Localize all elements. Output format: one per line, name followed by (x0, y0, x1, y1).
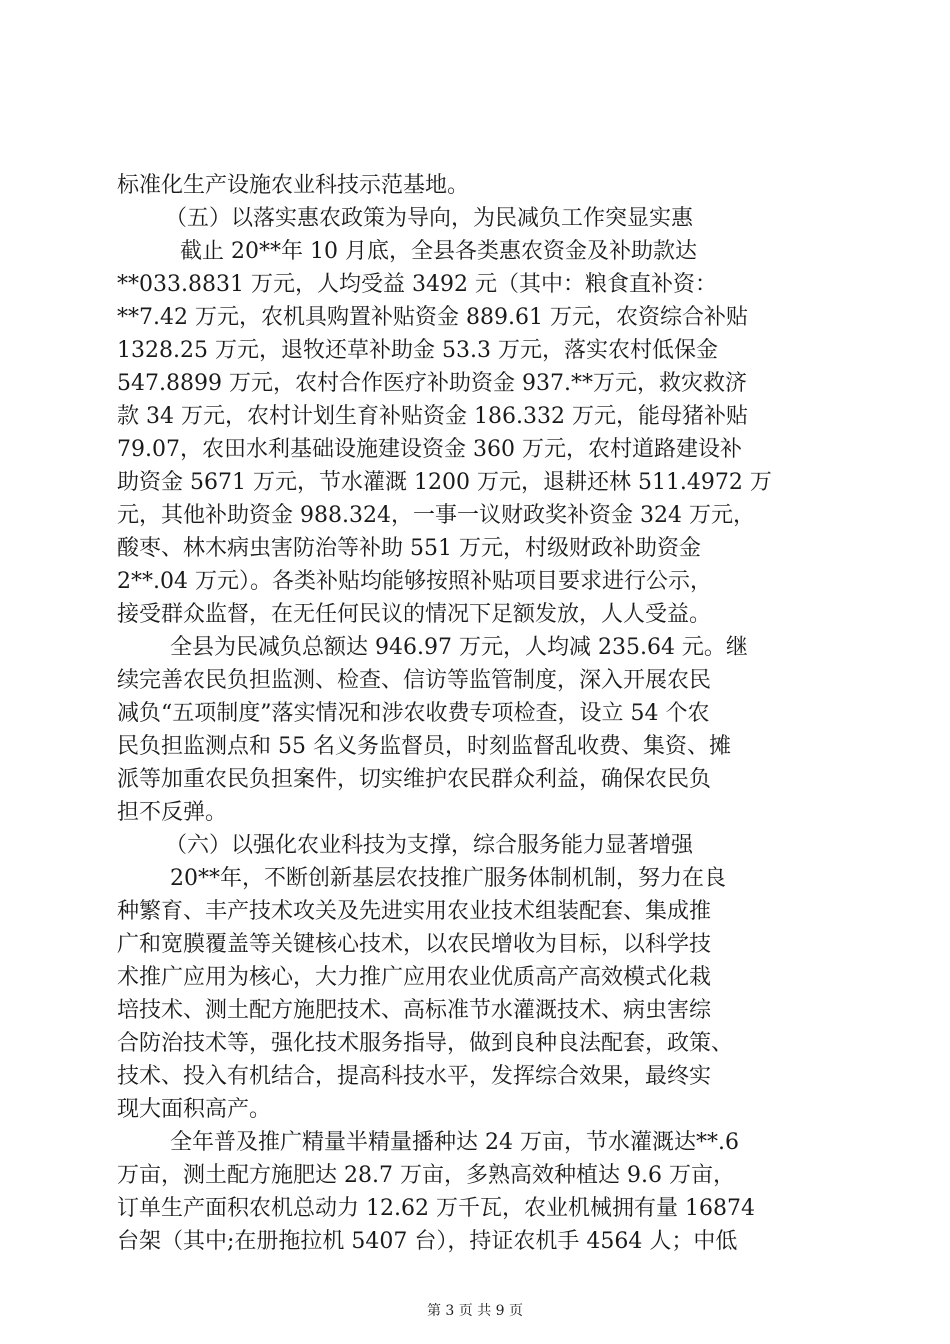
text-line: 术推广应用为核心，大力推广应用农业优质高产高效模式化栽 (117, 965, 712, 990)
text-line: 减负“五项制度”落实情况和涉农收费专项检查，设立 54 个农 (117, 701, 710, 726)
text-line: 1328.25 万元，退牧还草补助金 53.3 万元，落实农村低保金 (117, 338, 718, 363)
text-line: 广和宽膜覆盖等关键核心技术，以农民增收为目标，以科学技 (117, 932, 712, 957)
text-line: 现大面积高产。 (117, 1097, 272, 1122)
text-line: 技术、投入有机结合，提高科技水平，发挥综合效果，最终实 (117, 1064, 712, 1089)
text-line: 万亩，测土配方施肥达 28.7 万亩，多熟高效种植达 9.6 万亩， (117, 1163, 735, 1188)
text-line: 续完善农民负担监测、检查、信访等监管制度，深入开展农民 (117, 668, 712, 693)
text-line: 种繁育、丰产技术攻关及先进实用农业技术组装配套、集成推 (117, 899, 712, 924)
text-line: **7.42 万元，农机具购置补贴资金 889.61 万元，农资综合补贴 (117, 305, 748, 330)
text-line: 全年普及推广精量半精量播种达 24 万亩，节水灌溉达**.6 (170, 1130, 739, 1155)
text-line: 标准化生产设施农业科技示范基地。 (117, 173, 470, 198)
text-line: 合防治技术等，强化技术服务指导，做到良种良法配套，政策、 (117, 1031, 734, 1056)
text-line: 接受群众监督，在无任何民议的情况下足额发放，人人受益。 (117, 602, 712, 627)
text-line: 助资金 5671 万元，节水灌溉 1200 万元，退耕还林 511.4972 万 (117, 470, 772, 495)
text-line: 款 34 万元，农村计划生育补贴资金 186.332 万元，能母猪补贴 (117, 404, 748, 429)
text-line: 全县为民减负总额达 946.97 万元，人均减 235.64 元。继 (170, 635, 748, 660)
text-line: **033.8831 万元，人均受益 3492 元（其中：粮食直补资： (117, 272, 717, 297)
text-line: 元，其他补助资金 988.324，一事一议财政奖补资金 324 万元， (117, 503, 755, 528)
text-line: 547.8899 万元，农村合作医疗补助资金 937.**万元，救灾救济 (117, 371, 747, 396)
text-line: 派等加重农民负担案件，切实维护农民群众利益，确保农民负 (117, 767, 712, 792)
text-line: 订单生产面积农机总动力 12.62 万千瓦，农业机械拥有量 16874 (117, 1196, 755, 1221)
section-heading: （五）以落实惠农政策为导向，为民减负工作突显实惠 (165, 206, 694, 231)
section-heading: （六）以强化农业科技为支撑，综合服务能力显著增强 (165, 833, 694, 858)
text-line: 20**年，不断创新基层农技推广服务体制机制，努力在良 (170, 866, 726, 891)
text-line: 担不反弹。 (117, 800, 228, 825)
text-line: 培技术、测土配方施肥技术、高标准节水灌溉技术、病虫害综 (117, 998, 712, 1023)
text-line: 民负担监测点和 55 名义务监督员，时刻监督乱收费、集资、摊 (117, 734, 731, 759)
text-line: 酸枣、林木病虫害防治等补助 551 万元，村级财政补助资金 (117, 536, 701, 561)
text-line: 截止 20**年 10 月底，全县各类惠农资金及补助款达 (180, 239, 697, 264)
text-line: 2**.04 万元）。各类补贴均能够按照补贴项目要求进行公示， (117, 569, 712, 594)
text-line: 79.07，农田水利基础设施建设资金 360 万元，农村道路建设补 (117, 437, 742, 462)
page-number-footer: 第 3 页 共 9 页 (426, 1303, 524, 1319)
text-line: 台架（其中;在册拖拉机 5407 台），持证农机手 4564 人；中低 (117, 1229, 738, 1254)
